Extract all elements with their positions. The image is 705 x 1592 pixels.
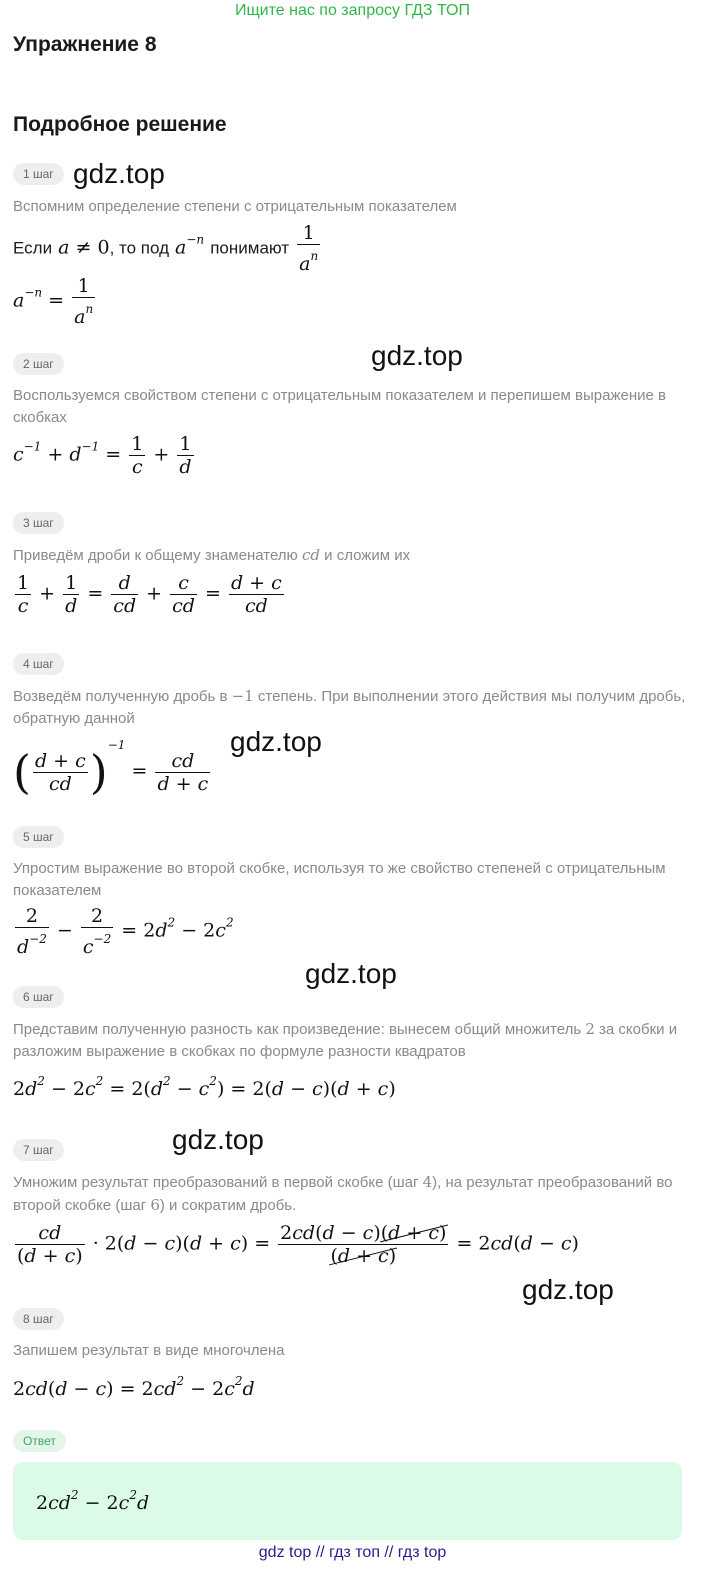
step-2-description: Воспользуемся свойством степени с отрицательным показателем и перепишем выражение в скобках: [13, 387, 666, 426]
step-badge-5: 5 шаг: [13, 826, 64, 848]
step-4-desc-b: степень. При выполнении этого действия мы получим дробь, обратную данной: [13, 688, 686, 727]
step-badge-6: 6 шаг: [13, 986, 64, 1008]
watermark: gdz.top: [305, 958, 397, 989]
step-6-desc-a: Представим полученную разность как произведение: вынесем общий множитель: [13, 1021, 582, 1038]
step-3-description: Приведём дроби к общему знаменателю cd и сложим их: [13, 546, 411, 564]
step-7-description: Умножим результат преобразований в первой скобке (шаг 4), на результат преобразований во второй скобке (шаг 6) и сократим дробь.: [13, 1173, 673, 1214]
step-8-description: Запишем результат в виде многочлена: [13, 1342, 285, 1359]
text-then: , то под: [109, 238, 169, 258]
answer-formula: $2cd^2 - 2c^2d$: [36, 1488, 150, 1514]
step-badge-3: 3 шаг: [13, 512, 64, 534]
text-if: Если: [13, 238, 53, 258]
step-2-formula: $c^{-1} + d^{-1}$ = $\frac{1}{c}$ + $\frac{1}{d}$: [13, 433, 192, 478]
step-4-desc-a: Возведём полученную дробь в: [13, 688, 228, 705]
watermark: gdz.top: [522, 1274, 614, 1305]
step-3-desc-a: Приведём дроби к общему знаменателю: [13, 547, 298, 564]
step-4-description: Возведём полученную дробь в −1 степень. При выполнении этого действия мы получим дробь, обратную данной: [13, 687, 686, 727]
step-6-description: Представим полученную разность как произведение: вынесем общий множитель 2 за скобки и разложим выражение в скобках по формуле разности квадратов: [13, 1020, 678, 1060]
footer-links[interactable]: gdz top // гдз топ // гдз top: [258, 1544, 447, 1561]
exercise-title: Упражнение 8: [13, 33, 157, 56]
step-1-description: Вспомним определение степени с отрицательным показателем: [13, 198, 457, 215]
step-5-description: Упростим выражение во второй скобке, используя то же свойство степеней с отрицательным показателем: [13, 860, 666, 899]
step-badge-4: 4 шаг: [13, 653, 64, 675]
step-1-formula: $a^{-n}$ = $\frac{1}{a^n}$: [13, 275, 94, 328]
step-7-desc-c: ) и сократим дробь.: [159, 1197, 297, 1214]
top-banner[interactable]: Ищите нас по запросу ГДЗ ТОП: [235, 2, 470, 19]
step-badge-1: 1 шаг: [13, 163, 64, 185]
step-6-formula: $2d^2 - 2c^2 = 2(d^2 - c^2) = 2(d - c)(d + c)$: [13, 1074, 396, 1100]
step-7-formula: $\frac{cd}{(d + c)}$ · 2(d − c)(d + c) = $\frac{2cd(d - c)(d + c)}{(d + c)}$ = 2cd(d − c): [17, 1222, 579, 1267]
step-3-desc-b: и сложим их: [324, 547, 411, 564]
step-5-formula: $\frac{2}{d^{-2}}$ − $\frac{2}{c^{-2}}$ = $2d^2 - 2c^2$: [17, 905, 234, 958]
step-1-definition: Если a ≠ 0, то под $a^{-n}$ понимают $\frac{1}{a^n}$: [13, 222, 319, 275]
solution-title: Подробное решение: [13, 113, 227, 136]
watermark: gdz.top: [172, 1124, 264, 1155]
step-8-formula: $2cd(d - c) = 2cd^2 - 2c^2d$: [13, 1374, 255, 1400]
text-mean: понимают: [210, 238, 290, 258]
step-6-desc-b: за скобки и разложим выражение в скобках по формуле разности квадратов: [13, 1021, 678, 1060]
watermark: gdz.top: [73, 158, 165, 189]
watermark: gdz.top: [371, 340, 463, 371]
step-7-desc-a: Умножим результат преобразований в первой скобке (шаг: [13, 1174, 419, 1191]
step-3-formula: $\frac{1}{c}$ + $\frac{1}{d}$ = $\frac{d}{cd}$ + $\frac{c}{cd}$ = $\frac{d + c}{cd}$: [17, 572, 282, 617]
answer-badge: Ответ: [13, 1430, 66, 1452]
step-badge-8: 8 шаг: [13, 1308, 64, 1330]
step-4-formula: ( $\frac{d + c}{cd}$ )$^{-1}$ = $\frac{cd}{d + c}$: [13, 738, 209, 799]
watermark: gdz.top: [230, 726, 322, 757]
step-badge-2: 2 шаг: [13, 353, 64, 375]
step-badge-7: 7 шаг: [13, 1139, 64, 1161]
step-7-desc-b: ), на результат преобразований во второй скобке (шаг: [13, 1174, 673, 1214]
